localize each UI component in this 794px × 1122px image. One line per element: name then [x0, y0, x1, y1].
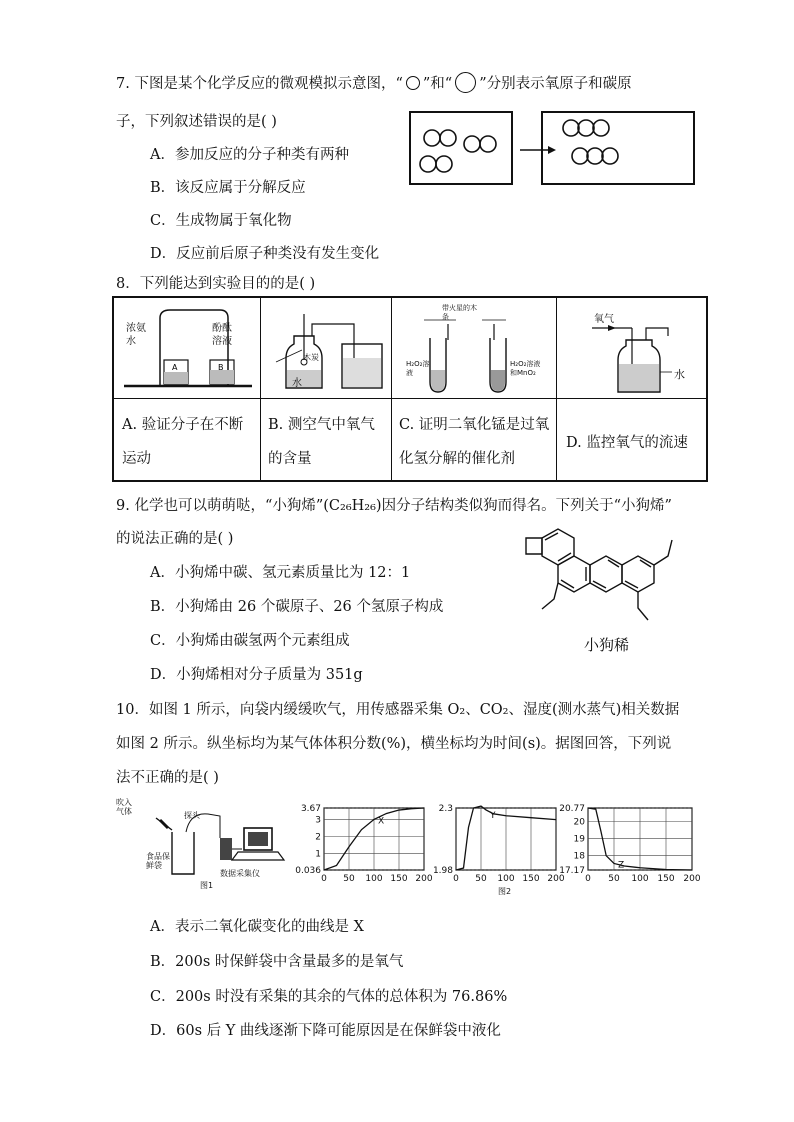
- q10-fig1-caption: 图1: [200, 881, 214, 890]
- q8-d-gas-label: 氧气: [594, 314, 614, 325]
- q10-chart-y: [426, 802, 565, 888]
- series-label: Y: [490, 810, 496, 821]
- q8-stem: 8．下列能达到实验目的的是( ): [116, 276, 316, 292]
- q8-b-mark-label: 木炭: [303, 353, 319, 362]
- q10-fig1-collector-label: 数据采集仪: [220, 869, 260, 878]
- x-tick-label: 200: [415, 874, 433, 884]
- q10-fig1-blow-label: 吹入气体: [116, 798, 132, 816]
- x-tick-label: 50: [608, 874, 620, 884]
- x-tick-label: 200: [683, 874, 701, 884]
- q8-b-apparatus: [272, 310, 388, 394]
- q7-option-d: D．反应前后原子种类没有发生变化: [150, 246, 380, 262]
- y-tick-label: 3: [315, 815, 321, 826]
- q8-c-left-tube-label: H₂O₂溶液: [406, 360, 430, 377]
- q8-a-box-b-label: B: [218, 363, 224, 372]
- q7-stem-line2: 子，下列叙述错误的是( ): [116, 114, 277, 130]
- series-label: X: [378, 816, 385, 827]
- q7-stem-part2: ”和“: [422, 76, 453, 92]
- q9-option-d: D．小狗烯相对分子质量为 351g: [150, 667, 363, 683]
- q8-caption-d: D. 监控氧气的流速: [566, 435, 688, 451]
- q7-reaction-diagram: [408, 110, 698, 188]
- y-tick-label: 17.17: [559, 866, 585, 876]
- x-tick-label: 100: [631, 874, 649, 884]
- x-tick-label: 100: [497, 874, 515, 884]
- y-tick-label: 0.036: [295, 866, 321, 876]
- q8-c-top-label: 带火星的木条: [442, 304, 477, 321]
- q10-option-a: A．表示二氧化碳变化的曲线是 X: [150, 919, 364, 935]
- y-tick-label: 20: [573, 817, 585, 828]
- y-tick-label: 19: [573, 834, 585, 845]
- q9-option-c: C．小狗烯由碳氢两个元素组成: [150, 633, 350, 649]
- y-tick-label: 3.67: [300, 804, 321, 814]
- q10-stem-line3: 法不正确的是( ): [116, 770, 219, 786]
- q8-caption-a: A. 验证分子在不断运动: [122, 417, 244, 467]
- q7-option-b: B．该反应属于分解反应: [150, 180, 306, 196]
- q8-a-apparatus: [124, 306, 254, 394]
- q8-caption-b: B. 测空气中氧气的含量: [268, 417, 375, 467]
- q10-chart-z: [554, 802, 700, 888]
- y-tick-label: 1.98: [432, 866, 453, 876]
- q9-option-b: B．小狗烯由 26 个碳原子、26 个氢原子构成: [150, 599, 444, 615]
- x-tick-label: 100: [365, 874, 383, 884]
- q8-a-left-label: 浓氨水: [126, 323, 146, 347]
- q8-a-right-label: 酚酞溶液: [212, 323, 232, 347]
- q9-stem-line2: 的说法正确的是( ): [116, 531, 234, 547]
- q7-option-a: A．参加反应的分子种类有两种: [150, 147, 349, 163]
- y-tick-label: 2.3: [438, 804, 453, 814]
- x-tick-label: 0: [321, 874, 327, 884]
- x-tick-label: 50: [475, 874, 487, 884]
- q10-chart-x: [292, 802, 432, 888]
- x-tick-label: 150: [657, 874, 675, 884]
- q10-option-b: B．200s 时保鲜袋中含量最多的是氧气: [150, 954, 404, 970]
- x-tick-label: 50: [343, 874, 355, 884]
- x-tick-label: 200: [547, 874, 565, 884]
- q10-fig1-bag-label: 食品保鲜袋: [146, 852, 170, 870]
- q10-stem-line1: 10．如图 1 所示，向袋内缓缓吹气，用传感器采集 O₂、CO₂、湿度(测水蒸气)相关数据: [116, 702, 680, 718]
- x-tick-label: 150: [390, 874, 408, 884]
- q8-caption-c: C. 证明二氧化锰是过氧化氢分解的催化剂: [399, 417, 550, 467]
- x-tick-label: 0: [585, 874, 591, 884]
- small-circle-symbol: [406, 76, 420, 90]
- y-tick-label: 1: [315, 849, 321, 860]
- x-tick-label: 0: [453, 874, 459, 884]
- y-tick-label: 2: [315, 832, 321, 843]
- q9-stem-line1: 9. 化学也可以萌萌哒，“小狗烯”(C₂₆H₂₆)因分子结构类似狗而得名。下列关于“小狗烯”: [116, 498, 672, 514]
- y-tick-label: 20.77: [559, 804, 585, 814]
- y-tick-label: 18: [573, 851, 585, 862]
- q10-fig1-probe-label: 探头: [184, 811, 200, 820]
- q10-option-c: C．200s 时没有采集的其余的气体的总体积为 76.86%: [150, 989, 508, 1005]
- series-label: Z: [618, 860, 625, 871]
- q8-d-water-label: 水: [674, 368, 685, 381]
- q7-option-c: C．生成物属于氧化物: [150, 213, 292, 229]
- q7-stem-line1: [116, 72, 632, 93]
- q8-a-box-a-label: A: [172, 363, 178, 372]
- x-tick-label: 150: [522, 874, 540, 884]
- q8-options-table: [112, 296, 708, 482]
- q10-fig1-apparatus: [116, 802, 296, 892]
- puppy-ene-structure: [520, 522, 690, 632]
- q9-option-a: A．小狗烯中碳、氢元素质量比为 12：1: [150, 565, 411, 581]
- q10-option-d: D．60s 后 Y 曲线逐渐下降可能原因是在保鲜袋中液化: [150, 1023, 501, 1039]
- q10-stem-line2: 如图 2 所示。纵坐标均为某气体体积分数(%)，横坐标均为时间(s)。据图回答，下列说: [116, 736, 672, 752]
- large-circle-symbol: [455, 72, 476, 93]
- q10-fig2-caption: 图2: [498, 887, 512, 896]
- q8-b-water-label: 水: [292, 378, 302, 389]
- q7-stem-part1: 7. 下图是某个化学反应的微观模拟示意图，“: [116, 76, 403, 92]
- q8-c-right-tube-label: H₂O₂溶液和MnO₂: [510, 360, 541, 377]
- q7-stem-part3: ”分别表示氧原子和碳原: [479, 76, 632, 92]
- q9-figure-caption: 小狗稀: [584, 636, 630, 654]
